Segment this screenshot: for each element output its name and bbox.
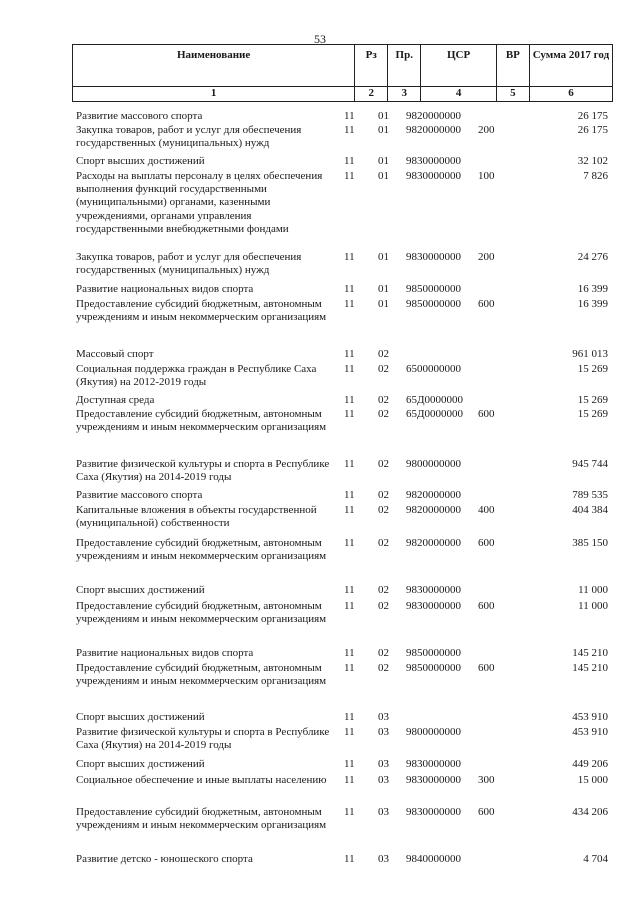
- row-name: Спорт высших достижений: [76, 155, 205, 167]
- row-csr: 6500000000: [406, 363, 461, 375]
- row-vr: 100: [478, 170, 495, 182]
- row-sum: 7 826: [583, 170, 608, 182]
- row-csr: 9800000000: [406, 726, 461, 738]
- row-pr: 03: [378, 711, 389, 723]
- row-csr: 9800000000: [406, 458, 461, 470]
- row-csr: 9850000000: [406, 298, 461, 310]
- row-name: Развитие массового спорта: [76, 489, 203, 501]
- row-pr: 02: [378, 394, 389, 406]
- row-pr: 03: [378, 726, 389, 738]
- row-rz: 11: [344, 283, 355, 295]
- row-vr: 600: [478, 408, 495, 420]
- row-name: Предоставление субсидий бюджетным, автономным учреждениям и иным некоммерческим организациям: [76, 408, 327, 434]
- row-csr: 9830000000: [406, 155, 461, 167]
- row-sum: 961 013: [572, 348, 608, 360]
- row-rz: 11: [344, 584, 355, 596]
- row-rz: 11: [344, 408, 355, 420]
- row-rz: 11: [344, 726, 355, 738]
- header-vr: ВР: [496, 45, 529, 87]
- header-csr: ЦСР: [421, 45, 497, 87]
- row-pr: 01: [378, 170, 389, 182]
- row-vr: 200: [478, 124, 495, 136]
- row-vr: 600: [478, 806, 495, 818]
- row-sum: 15 000: [577, 774, 608, 786]
- row-sum: 24 276: [577, 251, 608, 263]
- row-rz: 11: [344, 363, 355, 375]
- row-rz: 11: [344, 647, 355, 659]
- row-sum: 453 910: [572, 726, 608, 738]
- row-name: Спорт высших достижений: [76, 711, 205, 723]
- row-csr: 9830000000: [406, 600, 461, 612]
- row-sum: 15 269: [577, 408, 608, 420]
- row-rz: 11: [344, 711, 355, 723]
- row-pr: 03: [378, 758, 389, 770]
- row-name: Спорт высших достижений: [76, 584, 205, 596]
- row-vr: 600: [478, 600, 495, 612]
- row-sum: 26 175: [577, 124, 608, 136]
- row-pr: 03: [378, 774, 389, 786]
- row-csr: 9830000000: [406, 806, 461, 818]
- row-sum: 145 210: [572, 662, 608, 674]
- row-vr: 300: [478, 774, 495, 786]
- row-rz: 11: [344, 853, 355, 865]
- row-sum: 945 744: [572, 458, 608, 470]
- header-pr: Пр.: [388, 45, 421, 87]
- row-pr: 03: [378, 806, 389, 818]
- row-sum: 15 269: [577, 363, 608, 375]
- row-rz: 11: [344, 662, 355, 674]
- row-name: Социальная поддержка граждан в Республике Саха (Якутия) на 2012-2019 годы: [76, 363, 317, 389]
- row-sum: 404 384: [572, 504, 608, 516]
- row-pr: 01: [378, 110, 389, 122]
- row-name: Развитие национальных видов спорта: [76, 647, 254, 659]
- row-csr: 9820000000: [406, 489, 461, 501]
- row-rz: 11: [344, 394, 355, 406]
- row-name: Предоставление субсидий бюджетным, автономным учреждениям и иным некоммерческим организациям: [76, 298, 327, 324]
- row-pr: 02: [378, 662, 389, 674]
- row-sum: 26 175: [577, 110, 608, 122]
- row-vr: 200: [478, 251, 495, 263]
- row-csr: 9850000000: [406, 283, 461, 295]
- row-csr: 9840000000: [406, 853, 461, 865]
- row-csr: 9830000000: [406, 251, 461, 263]
- header-num-sum: 6: [529, 87, 612, 102]
- row-name: Предоставление субсидий бюджетным, автономным учреждениям и иным некоммерческим организациям: [76, 537, 327, 563]
- row-sum: 16 399: [577, 298, 608, 310]
- row-rz: 11: [344, 458, 355, 470]
- row-sum: 32 102: [577, 155, 608, 167]
- row-pr: 02: [378, 584, 389, 596]
- row-sum: 145 210: [572, 647, 608, 659]
- header-sum: Сумма 2017 год: [529, 45, 612, 87]
- row-rz: 11: [344, 170, 355, 182]
- page-number: 53: [314, 32, 326, 46]
- row-name: Закупка товаров, работ и услуг для обеспечения государственных (муниципальных) нужд: [76, 124, 302, 150]
- row-rz: 11: [344, 348, 355, 360]
- row-pr: 02: [378, 537, 389, 549]
- row-rz: 11: [344, 774, 355, 786]
- row-vr: 600: [478, 537, 495, 549]
- header-num-pr: 3: [388, 87, 421, 102]
- row-name: Капитальные вложения в объекты государственной (муниципальной) собственности: [76, 504, 317, 530]
- row-csr: 9850000000: [406, 647, 461, 659]
- row-name: Развитие детско - юношеского спорта: [76, 853, 253, 865]
- row-rz: 11: [344, 489, 355, 501]
- row-name: Закупка товаров, работ и услуг для обеспечения государственных (муниципальных) нужд: [76, 251, 302, 277]
- row-sum: 11 000: [578, 584, 608, 596]
- row-pr: 02: [378, 600, 389, 612]
- header-num-rz: 2: [355, 87, 388, 102]
- row-name: Предоставление субсидий бюджетным, автономным учреждениям и иным некоммерческим организациям: [76, 806, 327, 832]
- row-name: Спорт высших достижений: [76, 758, 205, 770]
- row-name: Развитие массового спорта: [76, 110, 203, 122]
- row-rz: 11: [344, 504, 355, 516]
- header-rz: Рз: [355, 45, 388, 87]
- row-csr: 9820000000: [406, 110, 461, 122]
- row-csr: 9830000000: [406, 584, 461, 596]
- row-csr: 9830000000: [406, 774, 461, 786]
- row-csr: 9850000000: [406, 662, 461, 674]
- row-name: Развитие национальных видов спорта: [76, 283, 254, 295]
- header-num-vr: 5: [496, 87, 529, 102]
- row-name: Расходы на выплаты персоналу в целях обеспечения выполнения функций государственными (муниципальными) органами, казенными учреждениями, органами управления государственными внебюджетными фондами: [76, 170, 323, 235]
- row-pr: 02: [378, 458, 389, 470]
- row-vr: 600: [478, 298, 495, 310]
- row-csr: 65Д0000000: [406, 408, 464, 420]
- row-csr: 9830000000: [406, 758, 461, 770]
- row-name: Доступная среда: [76, 394, 155, 406]
- row-rz: 11: [344, 251, 355, 263]
- row-csr: 9820000000: [406, 504, 461, 516]
- row-name: Массовый спорт: [76, 348, 154, 360]
- row-rz: 11: [344, 806, 355, 818]
- row-pr: 02: [378, 489, 389, 501]
- row-vr: 400: [478, 504, 495, 516]
- row-pr: 01: [378, 251, 389, 263]
- row-rz: 11: [344, 537, 355, 549]
- row-rz: 11: [344, 758, 355, 770]
- row-rz: 11: [344, 124, 355, 136]
- row-pr: 02: [378, 647, 389, 659]
- row-name: Развитие физической культуры и спорта в Республике Саха (Якутия) на 2014-2019 годы: [76, 458, 330, 484]
- header-num-name: 1: [73, 87, 355, 102]
- row-pr: 01: [378, 298, 389, 310]
- row-sum: 453 910: [572, 711, 608, 723]
- row-sum: 15 269: [577, 394, 608, 406]
- row-pr: 02: [378, 408, 389, 420]
- row-name: Предоставление субсидий бюджетным, автономным учреждениям и иным некоммерческим организациям: [76, 662, 327, 688]
- header-num-csr: 4: [421, 87, 497, 102]
- row-pr: 01: [378, 283, 389, 295]
- row-vr: 600: [478, 662, 495, 674]
- header-name: Наименование: [73, 45, 355, 87]
- row-sum: 789 535: [572, 489, 608, 501]
- row-sum: 385 150: [572, 537, 608, 549]
- row-sum: 434 206: [572, 806, 608, 818]
- row-pr: 02: [378, 348, 389, 360]
- row-name: Предоставление субсидий бюджетным, автономным учреждениям и иным некоммерческим организациям: [76, 600, 327, 626]
- row-rz: 11: [344, 298, 355, 310]
- row-pr: 03: [378, 853, 389, 865]
- row-rz: 11: [344, 600, 355, 612]
- row-csr: 9820000000: [406, 124, 461, 136]
- row-csr: 65Д0000000: [406, 394, 464, 406]
- row-name: Развитие физической культуры и спорта в Республике Саха (Якутия) на 2014-2019 годы: [76, 726, 330, 752]
- row-pr: 02: [378, 504, 389, 516]
- row-rz: 11: [344, 110, 355, 122]
- row-pr: 01: [378, 155, 389, 167]
- row-sum: 16 399: [577, 283, 608, 295]
- row-sum: 11 000: [578, 600, 608, 612]
- row-name: Социальное обеспечение и иные выплаты населению: [76, 774, 327, 786]
- row-rz: 11: [344, 155, 355, 167]
- row-csr: 9830000000: [406, 170, 461, 182]
- row-csr: 9820000000: [406, 537, 461, 549]
- row-sum: 449 206: [572, 758, 608, 770]
- row-pr: 02: [378, 363, 389, 375]
- row-pr: 01: [378, 124, 389, 136]
- row-sum: 4 704: [583, 853, 608, 865]
